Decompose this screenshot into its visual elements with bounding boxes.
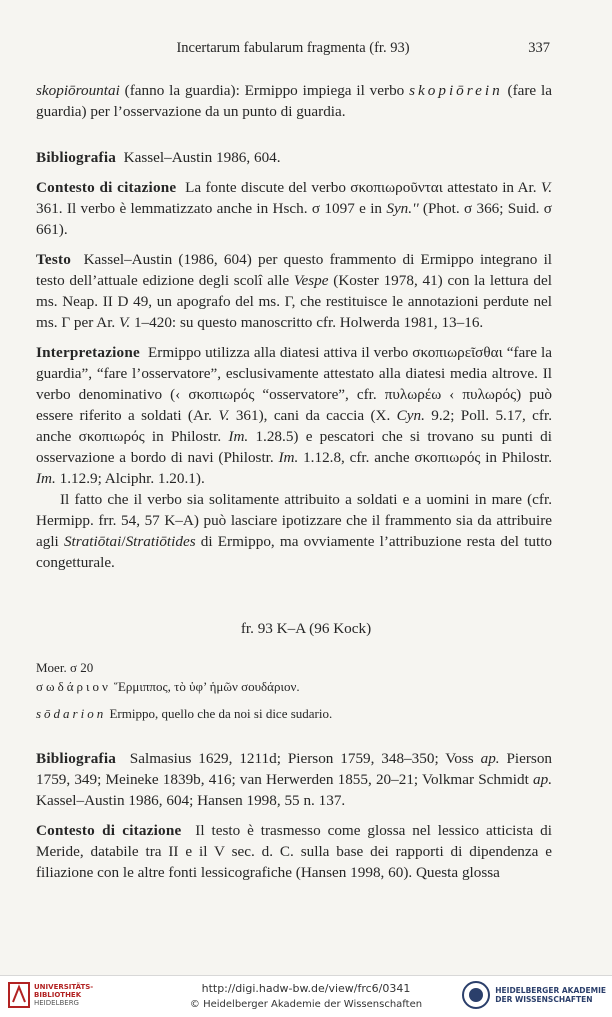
interp-2: 361), cani da caccia (X. [229, 407, 397, 424]
interp-abbr-2: Cyn. [396, 407, 425, 424]
fragment-translation [36, 704, 552, 723]
context-label-2: Contesto di citazione [36, 822, 182, 839]
interpretation-paragraph-2 [36, 489, 552, 573]
biblio2-ap-2: ap. [533, 771, 552, 788]
interp-abbr-1: V. [218, 407, 230, 424]
biblio2-ap-1: ap. [480, 750, 500, 767]
academy-logo-text [495, 986, 606, 1004]
play-title-2: Stratiōtides [125, 533, 196, 550]
academy-logo[interactable] [461, 980, 606, 1010]
academy-seal-icon [461, 980, 491, 1010]
text-note-title: Vespe [293, 272, 329, 289]
bibliography-2 [36, 748, 552, 811]
context-text-2: 361. Il verbo è lemmatizzato anche in Hsch. σ 1097 e in [36, 200, 387, 217]
translation-lemma: sōdarion [36, 706, 107, 721]
fragment-greek [36, 677, 552, 696]
interp-4: 1.28.5) e pescatori che si trovano su punti di osservazione a bordo di navi (Philostr. [36, 428, 552, 466]
interpretation-label: Interpretazione [36, 344, 140, 361]
copyright-notice: © Heidelberger Akademie der Wissenschaften [189, 999, 423, 1010]
permalink[interactable]: http://digi.hadw-bw.de/view/frc6/0341 [201, 982, 411, 995]
interp-3: 9.2; Poll. 5.17, cfr. anche σκοπιωρός in Philostr. [36, 407, 552, 445]
running-head [36, 40, 550, 57]
page-number: 337 [528, 40, 550, 56]
text-note-body-3: 1–420: su questo manoscritto cfr. Holwerda 1981, 13–16. [130, 314, 484, 331]
text-label: Testo [36, 251, 72, 268]
library-logo-line-2: BIBLIOTHEK [34, 991, 82, 999]
context-abbr-2: Syn.'' [386, 200, 419, 217]
academy-logo-line-1: HEIDELBERGER AKADEMIE [495, 986, 606, 995]
para2-1: Il fatto che il verbo sia solitamente attribuito a soldati e a uomini in mare (cfr. Hermipp. frr. 54, 57 K–A) può lasciare ipotizzare che il frammento sia da attribuire agli [36, 491, 552, 550]
citation-context-1 [36, 177, 552, 240]
para2-2: di Ermippo, ma ovviamente l’attribuzione resta del tutto congetturale. [36, 533, 553, 571]
running-title: Incertarum fabularum fragmenta (fr. 93) [176, 40, 410, 56]
biblio2-3: Kassel–Austin 1986, 604; Hansen 1998, 55 n. 137. [36, 792, 346, 809]
greek-lemma: σωδάριον [36, 679, 111, 694]
intro-paragraph [36, 80, 552, 122]
text-note-abbr: V. [119, 314, 131, 331]
context-label: Contesto di citazione [36, 179, 177, 196]
transliteration: skopiōrountai [36, 82, 120, 99]
library-logo-line-3: HEIDELBERG [34, 999, 79, 1007]
context-text-3: (Phot. σ 366; Suid. σ 661). [36, 200, 552, 238]
interpretation [36, 342, 552, 489]
fragment-block [36, 658, 552, 723]
intro-text: (fanno la guardia): Ermippo impiega il verbo [119, 82, 410, 99]
bibliography-text: Kassel–Austin 1986, 604. [123, 149, 281, 166]
viewer-footer [0, 975, 612, 1017]
interp-6: 1.12.9; Alciphr. 1.20.1). [55, 470, 205, 487]
biblio2-1: Salmasius 1629, 1211d; Pierson 1759, 348–350; Voss [129, 750, 481, 767]
interp-abbr-4: Im. [278, 449, 299, 466]
spaced-transliteration: skopiōrein [409, 82, 503, 99]
academy-logo-line-2: DER WISSENSCHAFTEN [495, 995, 593, 1004]
text-note-body-2: (Koster 1978, 41) con la lettura del ms. Neap. II D 49, un apografo del ms. Γ, che restituisce le annotazioni perdute nel ms. Γ per Ar. [36, 272, 552, 331]
greek-text: Ἕρμιππος, τὸ ὑφ’ ἡμῶν σουδάριον. [110, 679, 300, 694]
interp-abbr-5: Im. [36, 470, 56, 487]
bibliography-label: Bibliografia [36, 149, 117, 166]
para2-slash: / [121, 533, 126, 550]
fragment-title: fr. 93 K–A (96 Kock) [240, 620, 372, 637]
commentary-section-2 [36, 748, 552, 883]
context-text-2-body: Il testo è trasmesso come glossa nel lessico atticista di Meride, databile tra II e il V sec. d. C. sulla base dei rapporti di dipendenza e filiazione con le altre fonti lessicografiche (Hansen 1998, 60). Questa glossa [36, 822, 552, 881]
interp-5: 1.12.8, cfr. anche σκοπιωρός in Philostr. [298, 449, 552, 466]
translation-text: Ermippo, quello che da noi si dice sudario. [106, 706, 333, 721]
biblio2-2: Pierson 1759, 349; Meineke 1839b, 416; van Herwerden 1855, 20–21; Volkmar Schmidt [36, 750, 553, 788]
citation-context-2 [36, 820, 552, 883]
text-note [36, 249, 552, 333]
context-abbr: V. [540, 179, 553, 196]
context-text: La fonte discute del verbo σκοπιωροῦνται attestato in Ar. [185, 179, 541, 196]
bibliography-1 [36, 147, 552, 168]
fragment-source: Moer. σ 20 [36, 660, 94, 675]
intro-text-end: (fare la guardia) per l’osservazione da un punto di guardia. [36, 82, 552, 120]
commentary-section-1 [36, 147, 552, 573]
library-logo-line-1: UNIVERSITÄTS- [34, 983, 94, 991]
bibliography-label-2: Bibliografia [36, 750, 117, 767]
interp-1: Ermippo utilizza alla diatesi attiva il verbo σκοπιωρεῖσθαι “fare la guardia”, “fare l’osservatore”, esclusivamente attestato alla diatesi media altrove. Il verbo denominativo (‹ σκοπιωρός “osservatore”, cfr. πυλωρέω ‹ πυλωρός) può essere riferito a soldati (Ar. [36, 344, 553, 424]
play-title-1: Stratiōtai [63, 533, 122, 550]
interp-abbr-3: Im. [228, 428, 249, 445]
text-note-body: Kassel–Austin (1986, 604) per questo frammento di Ermippo integrano il testo dell’attuale edizione degli scolî alle [36, 251, 553, 289]
